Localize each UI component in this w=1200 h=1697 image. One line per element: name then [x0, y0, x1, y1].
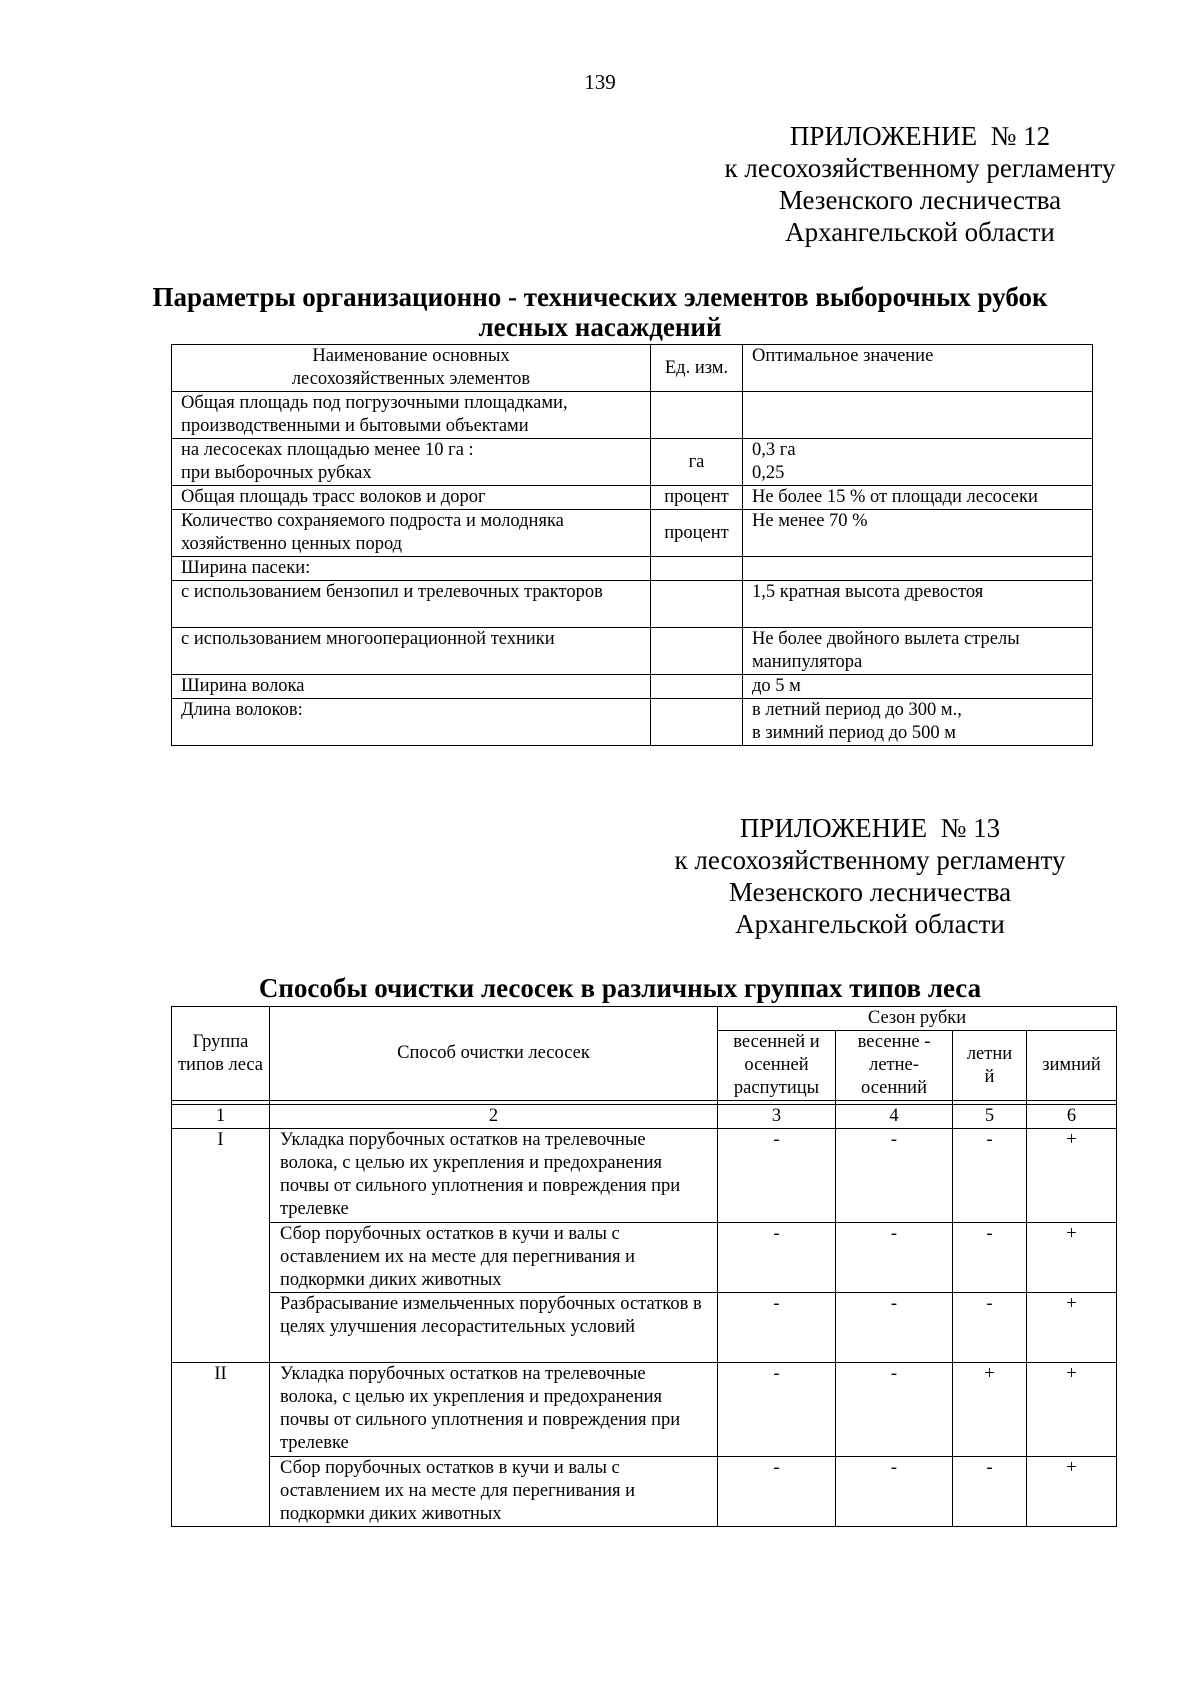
- header-value: Оптимальное значение: [743, 345, 1093, 392]
- season-cell: -: [836, 1363, 953, 1457]
- season-cell: -: [836, 1129, 953, 1223]
- row-unit: [651, 581, 743, 628]
- title-line: лесных насаждений: [478, 312, 722, 342]
- page-number: 139: [584, 70, 616, 94]
- season-cell: +: [1027, 1223, 1117, 1293]
- row-value: Не более двойного вылета стрелы манипулятора: [743, 628, 1093, 675]
- row-unit: [651, 392, 743, 439]
- appendix-line: Мезенского лесничества: [728, 877, 1012, 907]
- season-cell: -: [836, 1293, 953, 1363]
- row-value: [743, 392, 1093, 439]
- appendix-heading: ПРИЛОЖЕНИЕ № 13: [739, 813, 1001, 843]
- appendix-line: к лесохозяйственному регламенту: [724, 153, 1116, 183]
- col-number: 4: [836, 1105, 953, 1129]
- method-cell: Укладка порубочных остатков на трелевочные волока, с целью их укрепления и предохранения почвы от сильного уплотнения и повреждения при трелевке: [270, 1129, 718, 1223]
- header-group: Группа типов леса: [172, 1007, 270, 1101]
- row-value: Не более 15 % от площади лесосеки: [743, 486, 1093, 510]
- row-value: [743, 557, 1093, 581]
- row-value: 1,5 кратная высота древостоя: [743, 581, 1093, 628]
- season-cell: -: [718, 1129, 836, 1223]
- row-name: с использованием бензопил и трелевочных тракторов: [172, 581, 651, 628]
- season-cell: +: [1027, 1129, 1117, 1223]
- row-name: Количество сохраняемого подроста и молодняка хозяйственно ценных пород: [172, 510, 651, 557]
- row-unit: процент: [651, 510, 743, 557]
- header-unit: Ед. изм.: [651, 345, 743, 392]
- group-cell: II: [172, 1363, 270, 1527]
- row-name: Общая площадь под погрузочными площадками, производственными и бытовыми объектами: [172, 392, 651, 439]
- season-cell: +: [1027, 1457, 1117, 1527]
- header-spring-autumn: весенней и осенней распутицы: [718, 1031, 836, 1101]
- row-value: Не менее 70 %: [743, 510, 1093, 557]
- col-number: 1: [172, 1105, 270, 1129]
- appendix-line: к лесохозяйственному регламенту: [674, 845, 1066, 875]
- season-cell: -: [836, 1457, 953, 1527]
- row-unit: [651, 675, 743, 699]
- table-12: [171, 344, 1093, 746]
- row-unit: [651, 699, 743, 746]
- group-cell: I: [172, 1129, 270, 1363]
- row-unit: процент: [651, 486, 743, 510]
- header-winter: зимний: [1027, 1031, 1117, 1101]
- appendix-heading: ПРИЛОЖЕНИЕ № 12: [789, 121, 1051, 151]
- header-spring-summer-autumn: весенне - летне- осенний: [836, 1031, 953, 1101]
- season-cell: -: [718, 1293, 836, 1363]
- col-number: 2: [270, 1105, 718, 1129]
- season-cell: -: [718, 1363, 836, 1457]
- method-cell: Сбор порубочных остатков в кучи и валы с оставлением их на месте для перегнивания и подкормки диких животных: [270, 1457, 718, 1527]
- season-cell: -: [953, 1223, 1027, 1293]
- header-name: Наименование основных лесохозяйственных элементов: [172, 345, 651, 392]
- appendix-line: Мезенского лесничества: [778, 185, 1062, 215]
- header-summer: летни й: [953, 1031, 1027, 1101]
- row-name: Длина волоков:: [172, 699, 651, 746]
- row-name: на лесосеках площадью менее 10 га : при выборочных рубках: [172, 439, 651, 486]
- row-unit: га: [651, 439, 743, 486]
- col-number: 3: [718, 1105, 836, 1129]
- season-cell: -: [953, 1293, 1027, 1363]
- row-name: Общая площадь трасс волоков и дорог: [172, 486, 651, 510]
- header-season: Сезон рубки: [718, 1007, 1117, 1031]
- col-number: 6: [1027, 1105, 1117, 1129]
- season-cell: +: [1027, 1363, 1117, 1457]
- appendix-line: Архангельской области: [785, 217, 1055, 247]
- method-cell: Разбрасывание измельченных порубочных остатков в целях улучшения лесорастительных условий: [270, 1293, 718, 1363]
- row-unit: [651, 557, 743, 581]
- row-name: с использованием многооперационной техники: [172, 628, 651, 675]
- season-cell: -: [718, 1457, 836, 1527]
- method-cell: Сбор порубочных остатков в кучи и валы с оставлением их на месте для перегнивания и подкормки диких животных: [270, 1223, 718, 1293]
- table-13-title: Способы очистки лесосек в различных группах типов леса: [258, 973, 982, 1003]
- row-unit: [651, 628, 743, 675]
- season-cell: -: [836, 1223, 953, 1293]
- season-cell: -: [953, 1457, 1027, 1527]
- row-value: 0,3 га 0,25: [743, 439, 1093, 486]
- appendix-line: Архангельской области: [735, 909, 1005, 939]
- appendix-13-header: [630, 812, 1110, 940]
- season-cell: -: [718, 1223, 836, 1293]
- method-cell: Укладка порубочных остатков на трелевочные волока, с целью их укрепления и предохранения почвы от сильного уплотнения и повреждения при трелевке: [270, 1363, 718, 1457]
- appendix-12-header: [680, 120, 1160, 248]
- table-12-title: [0, 282, 1200, 342]
- season-cell: +: [953, 1363, 1027, 1457]
- col-number: 5: [953, 1105, 1027, 1129]
- table-13: [171, 1006, 1117, 1527]
- title-line: Параметры организационно - технических элементов выборочных рубок: [152, 282, 1048, 312]
- row-value: в летний период до 300 м., в зимний период до 500 м: [743, 699, 1093, 746]
- row-value: до 5 м: [743, 675, 1093, 699]
- season-cell: -: [953, 1129, 1027, 1223]
- header-method: Способ очистки лесосек: [270, 1007, 718, 1101]
- season-cell: +: [1027, 1293, 1117, 1363]
- row-name: Ширина пасеки:: [172, 557, 651, 581]
- row-name: Ширина волока: [172, 675, 651, 699]
